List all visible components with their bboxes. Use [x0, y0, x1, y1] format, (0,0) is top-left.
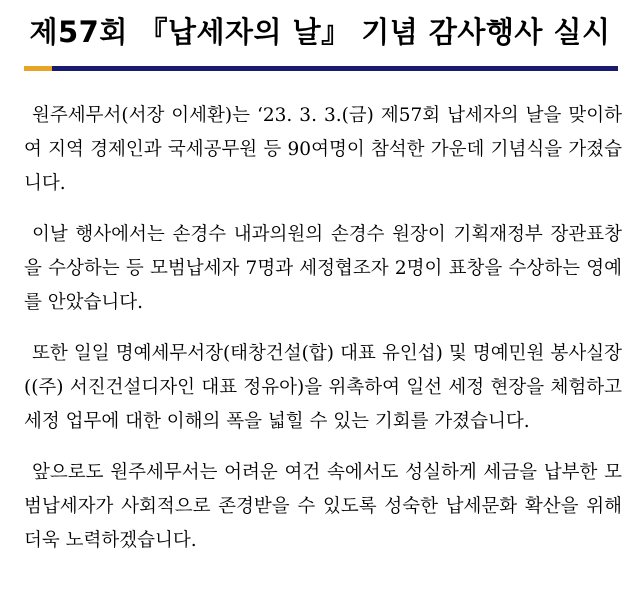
document-body	[24, 99, 622, 575]
paragraph-awards: 이날 행사에서는 손경수 내과의원의 손경수 원장이 기획재정부 장관표창을 수상하는 등 모범납세자 7명과 세정협조자 2명이 표창을 수상하는 영예를 안았습니다.	[24, 224, 622, 313]
paragraph-ceremony: 원주세무서(서장 이세환)는 ‘23. 3. 3.(금) 제57회 납세자의 날을 맞이하여 지역 경제인과 국세공무원 등 90여명이 참석한 가운데 기념식을 가졌습니다.	[24, 105, 622, 194]
paragraph-honorary-appointments: 또한 일일 명예세무서장(태창건설(합) 대표 유인섭) 및 명예민원 봉사실장((주) 서진건설디자인 대표 정유아)을 위촉하여 일선 세정 현장을 체험하고 세정 업무에 대한 이해의 폭을 넓힐 수 있는 기회를 가졌습니다.	[24, 343, 622, 432]
document-title: 제57회 『납세자의 날』 기념 감사행사 실시	[29, 15, 611, 49]
paragraph-closing: 앞으로도 원주세무서는 어려운 여건 속에서도 성실하게 세금을 납부한 모범납세자가 사회적으로 존경받을 수 있도록 성숙한 납세문화 확산을 위해 더욱 노력하겠습니다.	[24, 462, 622, 551]
divider-main-segment	[52, 66, 618, 71]
divider-accent-segment	[24, 66, 52, 71]
title-divider	[24, 66, 618, 71]
